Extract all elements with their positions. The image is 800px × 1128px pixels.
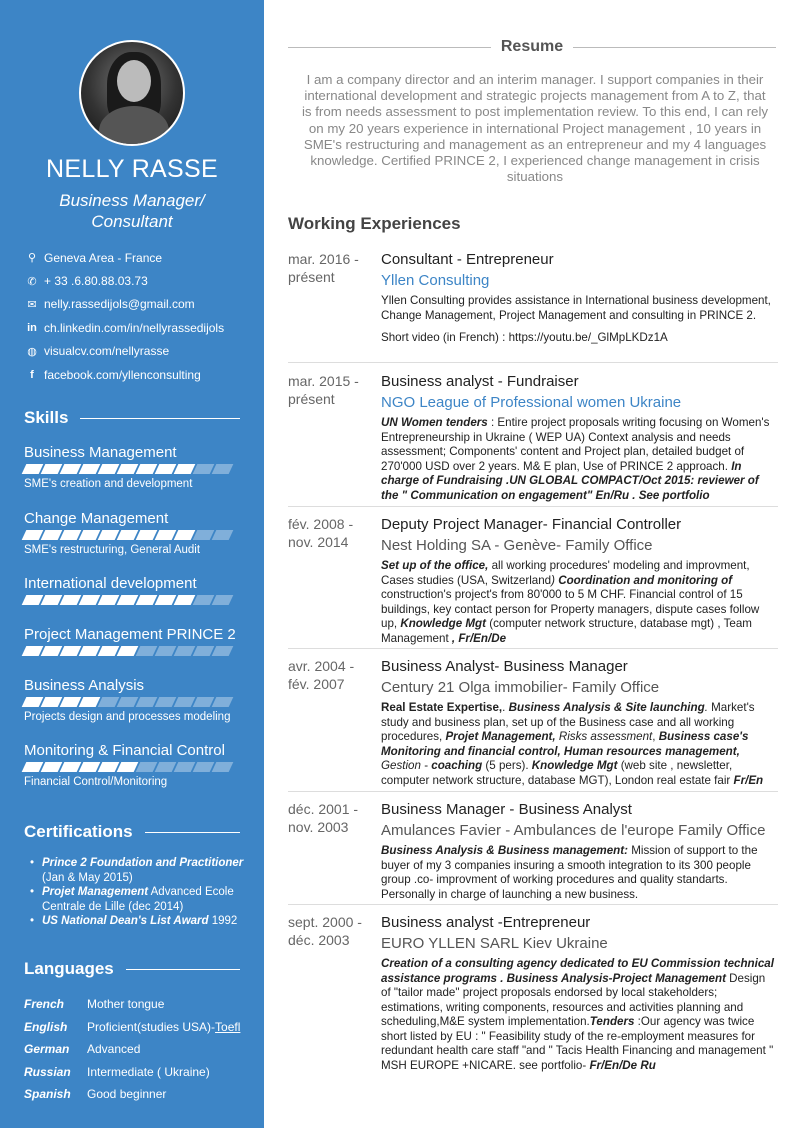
profile-name: NELLY RASSE xyxy=(46,155,218,183)
skill-level-bar xyxy=(24,762,244,773)
certification-item: • Prince 2 Foundation and Practitioner (Jan & May 2015) xyxy=(30,856,245,885)
contact-item[interactable] xyxy=(24,269,254,292)
job-title: Business Analyst- Business Manager xyxy=(381,658,628,675)
intro-text: I am a company director and an interim manager. I support companies in their international development and strategic projects management from A to Z, that is from needs assessment to post implementation review. To this end, I can rely on my 20 years experience in international Project management , 10 years in SME's restructuring and management as an entrepreneur and my 4 languages knowledge. Certified PRINCE 2, I experienced change management in crisis situations xyxy=(301,72,769,185)
resume-heading: Resume xyxy=(288,38,776,56)
job-company: Nest Holding SA - Genève- Family Office xyxy=(381,537,653,554)
job-date: mar. 2016 - présent xyxy=(288,251,359,285)
skill-level-segment xyxy=(212,697,234,707)
toefl-link[interactable]: Toefl xyxy=(215,1019,241,1034)
skill-name: Monitoring & Financial Control xyxy=(24,742,225,759)
job-title: Consultant - Entrepreneur xyxy=(381,251,554,268)
divider xyxy=(288,791,778,792)
sidebar xyxy=(0,0,264,1128)
contact-list xyxy=(24,246,254,386)
job-description: Business Analysis & Business management: Mission of support to the buyer of my 3 companies insuring a smooth integration to its 300 people group .co- improvment of working procedures and quality standarts. Personally in charge of launching a new business. xyxy=(381,844,758,901)
job-description: Real Estate Expertise,. Business Analysis & Site launching. Market's study and business plan, set up of the Business case and all working procedures, Projet Management, Risks assessment, Business case's Monitoring and financial control, Human resources management, Gestion - coaching (5 pers). Knowledge Mgt (web site , newsletter, computer network structure, database MGT), London real estate fair Fr/En xyxy=(381,701,764,787)
skill-description: SME's restructuring, General Audit xyxy=(24,544,201,556)
divider xyxy=(288,648,778,649)
skill-item xyxy=(24,677,244,723)
skill-name: Change Management xyxy=(24,510,169,527)
skills-heading: Skills xyxy=(24,408,240,428)
divider xyxy=(288,362,778,363)
job-date: fév. 2008 - nov. 2014 xyxy=(288,516,354,550)
language-name: German xyxy=(24,1042,70,1057)
job-description: Yllen Consulting provides assistance in International business development, Change Management, Project Management and consulting in PRINCE 2. xyxy=(381,294,771,322)
divider xyxy=(288,506,778,507)
certifications-heading: Certifications xyxy=(24,822,240,842)
contact-text: ch.linkedin.com/in/nellyrassedijols xyxy=(44,320,225,335)
skill-item xyxy=(24,444,244,490)
skill-level-bar xyxy=(24,646,244,657)
job-title: Business analyst -Entrepreneur xyxy=(381,914,591,931)
skill-name: Project Management PRINCE 2 xyxy=(24,626,236,643)
facebook-icon: f xyxy=(30,368,34,381)
job-date: déc. 2001 - nov. 2003 xyxy=(288,801,359,835)
contact-item[interactable] xyxy=(24,363,254,386)
skill-description: Projects design and processes modeling xyxy=(24,711,231,723)
job-video-link[interactable]: Short video (in French) : https://youtu.be/_GlMpLKDz1A xyxy=(381,331,668,344)
contact-text: visualcv.com/nellyrasse xyxy=(44,344,170,359)
language-item xyxy=(24,1038,254,1061)
skill-level-bar xyxy=(24,697,244,708)
job-title: Business Manager - Business Analyst xyxy=(381,801,632,818)
contact-item[interactable] xyxy=(24,293,254,316)
skill-level-bar xyxy=(24,530,244,541)
language-name: Spanish xyxy=(24,1087,71,1102)
job-title: Business analyst - Fundraiser xyxy=(381,373,579,390)
language-level: Proficient(studies USA)-Toefl xyxy=(87,1019,241,1034)
skill-name: International development xyxy=(24,575,197,592)
language-name: Russian xyxy=(24,1064,71,1079)
language-level: Advanced xyxy=(87,1042,141,1057)
contact-text: nelly.rassedijols@gmail.com xyxy=(44,297,195,312)
avatar xyxy=(79,40,185,146)
languages-list xyxy=(24,993,254,1106)
contact-text: + 33 .6.80.88.03.73 xyxy=(44,274,148,289)
email-icon: ✉ xyxy=(27,298,37,311)
profile-subtitle: Business Manager/ Consultant xyxy=(59,191,205,231)
job-date: sept. 2000 - déc. 2003 xyxy=(288,914,362,948)
contact-text: facebook.com/yllenconsulting xyxy=(44,367,201,382)
job-company: Century 21 Olga immobilier- Family Office xyxy=(381,679,660,696)
skill-level-segment xyxy=(212,595,234,605)
globe-icon: ◍ xyxy=(27,345,37,358)
skill-level-bar xyxy=(24,595,244,606)
certification-item: • Projet Management Advanced Ecole Centrale de Lille (dec 2014) xyxy=(30,885,245,914)
certification-item: • US National Dean's List Award 1992 xyxy=(30,914,245,929)
skill-level-bar xyxy=(24,464,244,475)
location-icon: ⚲ xyxy=(27,252,37,265)
language-item xyxy=(24,1016,254,1039)
job-description: UN Women tenders : Entire project proposals writing focusing on Women's Entrepreneurship in Ukraine ( WEP UA) Context analysis and needs assessment; Components' content and Project plan, detailed budget of 270'000 USD over 2 years. M& E plan, Use of PRINCE 2 approach. In charge of Fundraising .UN GLOBAL COMPACT/Oct 2015: reviewer of the " Communication on engagement" En/Ru . See portfolio xyxy=(381,416,770,502)
language-name: English xyxy=(24,1019,68,1034)
language-item xyxy=(24,1083,254,1106)
job-company: Amulances Favier - Ambulances de l'europe Family Office xyxy=(381,822,766,839)
language-level: Mother tongue xyxy=(87,997,165,1012)
divider xyxy=(288,904,778,905)
skill-level-segment xyxy=(212,464,234,474)
skill-level-segment xyxy=(212,530,234,540)
job-description: Creation of a consulting agency dedicated to EU Commission technical assistance programs . Business Analysis-Project Management Design of "tailor made" project proposals endorsed by local stakeholders; estimations, writing components, resources and activities planning and scheduling,M&E system implementation.Tenders :Our agency was twice short listed by EU : " Feasibility study of the re-employment measures for redundant health care staff "and " Tacis Health Financing and management " MSH EUROPE +NICARE. see portfolio- Fr/En/De Ru xyxy=(381,957,774,1072)
phone-icon: ✆ xyxy=(27,275,37,288)
language-item xyxy=(24,1061,254,1084)
skill-level-segment xyxy=(212,646,234,656)
skill-description: Financial Control/Monitoring xyxy=(24,776,168,788)
job-company[interactable]: Yllen Consulting xyxy=(381,272,490,289)
skill-item xyxy=(24,626,244,657)
job-company[interactable]: NGO League of Professional women Ukraine xyxy=(381,394,682,411)
job-date: mar. 2015 - présent xyxy=(288,373,359,407)
skill-item xyxy=(24,575,244,606)
linkedin-icon: in xyxy=(27,321,37,334)
job-date: avr. 2004 - fév. 2007 xyxy=(288,658,355,692)
language-level: Intermediate ( Ukraine) xyxy=(87,1064,210,1079)
certifications-list xyxy=(30,856,245,929)
languages-heading: Languages xyxy=(24,959,240,979)
skill-name: Business Management xyxy=(24,444,177,461)
job-company: EURO YLLEN SARL Kiev Ukraine xyxy=(381,935,608,952)
language-name: French xyxy=(24,997,65,1012)
contact-item[interactable] xyxy=(24,316,254,339)
skill-item xyxy=(24,510,244,556)
job-title: Deputy Project Manager- Financial Controller xyxy=(381,516,682,533)
language-level: Good beginner xyxy=(87,1087,167,1102)
contact-item[interactable] xyxy=(24,340,254,363)
language-item xyxy=(24,993,254,1016)
experience-heading: Working Experiences xyxy=(288,214,461,233)
job-description: Set up of the office, all working procedures' modeling and improvment, Cases studies (USA, Switzerland) Coordination and monitoring of construction's project's from 80'000 to 5 M CHF. Financial control of 15 buildings, key contact person for Property managers, dispute cases follow up, Knowledge Mgt (computer network structure, database mgt) , Team Management , Fr/En/De xyxy=(381,559,760,645)
skill-level-segment xyxy=(212,762,234,772)
contact-item[interactable] xyxy=(24,246,254,269)
skill-item xyxy=(24,742,244,788)
skill-name: Business Analysis xyxy=(24,677,145,694)
skill-description: SME's creation and development xyxy=(24,478,193,490)
contact-text: Geneva Area - France xyxy=(44,250,163,265)
